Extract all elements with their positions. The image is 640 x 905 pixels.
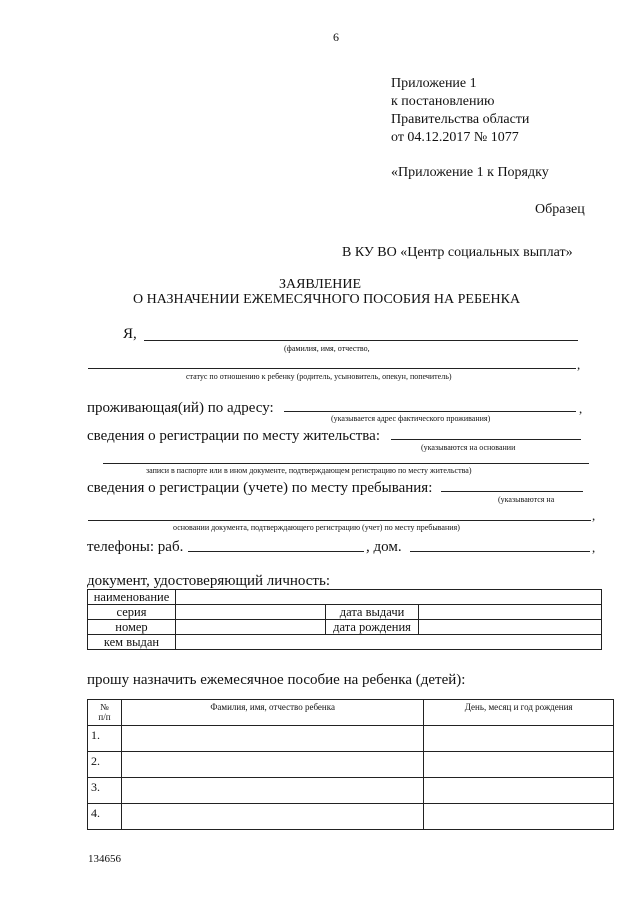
- phone-home-label: , дом.: [366, 539, 402, 555]
- document-subtitle: О НАЗНАЧЕНИИ ЕЖЕМЕСЯЧНОГО ПОСОБИЯ НА РЕБЕНКА: [133, 292, 521, 307]
- children-row-dob[interactable]: [424, 726, 614, 752]
- document-title: ЗАЯВЛЕНИЕ: [278, 277, 362, 292]
- children-row-fio[interactable]: [121, 726, 423, 752]
- children-header-number-line1: №: [100, 702, 109, 712]
- id-birth-date-value[interactable]: [419, 620, 602, 635]
- children-row-fio[interactable]: [121, 778, 423, 804]
- sample-label: Образец: [535, 202, 585, 217]
- phone-comma: ,: [592, 540, 596, 555]
- footer-code: 134656: [88, 853, 121, 865]
- addressee: В КУ ВО «Центр социальных выплат»: [342, 245, 573, 260]
- page-number: 6: [333, 30, 339, 44]
- children-table: [87, 699, 614, 830]
- appendix-reference: «Приложение 1 к Порядку: [391, 165, 549, 180]
- children-row-number: 3.: [88, 778, 122, 804]
- id-issued-by-value[interactable]: [175, 635, 601, 650]
- children-row-fio[interactable]: [121, 804, 423, 830]
- applicant-i-label: Я,: [123, 326, 137, 342]
- address-line[interactable]: [284, 411, 576, 412]
- applicant-status-hint: статус по отношению к ребенку (родитель, усыновитель, опекун, попечитель): [186, 372, 452, 381]
- id-document-label: документ, удостоверяющий личность:: [87, 573, 330, 589]
- applicant-fio-hint: (фамилия, имя, отчество,: [284, 344, 370, 353]
- children-header-dob: День, месяц и год рождения: [424, 700, 614, 726]
- registration-stay-comma: ,: [592, 508, 596, 523]
- children-row-number: 1.: [88, 726, 122, 752]
- id-birth-date-label: дата рождения: [325, 620, 419, 635]
- phone-home-line[interactable]: [410, 551, 590, 552]
- applicant-fio-line[interactable]: [144, 340, 578, 341]
- request-text: прошу назначить ежемесячное пособие на ребенка (детей):: [87, 672, 466, 688]
- children-row-number: 2.: [88, 752, 122, 778]
- id-name-value[interactable]: [175, 590, 601, 605]
- attachment-line-4: от 04.12.2017 № 1077: [391, 130, 519, 145]
- registration-residence-line-2[interactable]: [103, 463, 589, 464]
- attachment-line-2: к постановлению: [391, 94, 495, 109]
- children-row-number: 4.: [88, 804, 122, 830]
- children-header-number-line2: п/п: [98, 712, 111, 722]
- id-document-table: [87, 589, 602, 650]
- registration-stay-label: сведения о регистрации (учете) по месту пребывания:: [87, 480, 433, 496]
- registration-stay-line-2[interactable]: [88, 520, 591, 521]
- registration-stay-hint: (указываются на: [498, 495, 555, 504]
- registration-residence-hint: (указываются на основании: [421, 443, 516, 452]
- registration-residence-label: сведения о регистрации по месту жительства:: [87, 428, 380, 444]
- address-hint: (указывается адрес фактического проживания): [331, 414, 491, 423]
- id-number-value[interactable]: [175, 620, 325, 635]
- phone-work-label: телефоны: раб.: [87, 539, 184, 555]
- id-series-value[interactable]: [175, 605, 325, 620]
- address-label: проживающая(ий) по адресу:: [87, 400, 274, 416]
- children-row-dob[interactable]: [424, 804, 614, 830]
- children-row-dob[interactable]: [424, 778, 614, 804]
- phone-work-line[interactable]: [188, 551, 364, 552]
- attachment-line-3: Правительства области: [391, 112, 530, 127]
- id-series-label: серия: [88, 605, 176, 620]
- id-name-label: наименование: [88, 590, 176, 605]
- attachment-line-1: Приложение 1: [391, 76, 477, 91]
- children-row-fio[interactable]: [121, 752, 423, 778]
- registration-residence-hint-2: записи в паспорте или в ином документе, подтверждающем регистрацию по месту жительства): [146, 466, 472, 475]
- id-issued-by-label: кем выдан: [88, 635, 176, 650]
- address-comma: ,: [579, 401, 583, 416]
- registration-stay-hint-2: основании документа, подтверждающего регистрацию (учет) по месту пребывания): [173, 523, 460, 532]
- status-comma: ,: [577, 357, 581, 372]
- registration-residence-line[interactable]: [391, 439, 581, 440]
- id-issue-date-label: дата выдачи: [325, 605, 419, 620]
- children-header-fio: Фамилия, имя, отчество ребенка: [121, 700, 423, 726]
- registration-stay-line[interactable]: [441, 491, 583, 492]
- children-header-number: [88, 700, 122, 726]
- applicant-status-line[interactable]: [88, 368, 576, 369]
- children-row-dob[interactable]: [424, 752, 614, 778]
- id-number-label: номер: [88, 620, 176, 635]
- id-issue-date-value[interactable]: [419, 605, 602, 620]
